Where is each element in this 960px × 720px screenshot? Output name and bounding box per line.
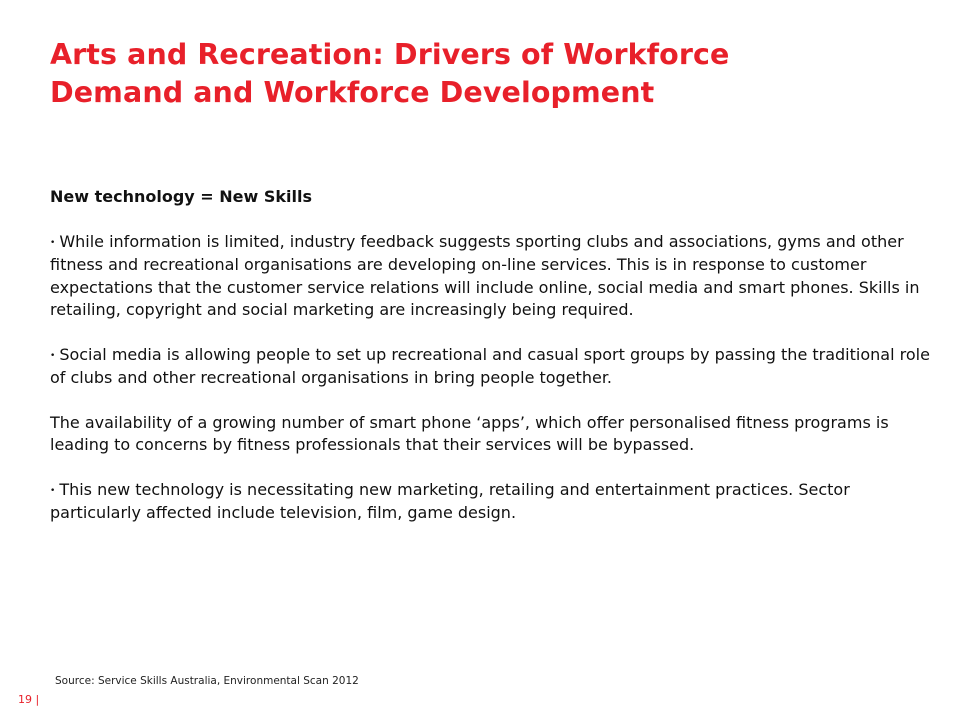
section-subheading: New technology = New Skills: [50, 187, 312, 206]
slide-body: [50, 186, 930, 547]
paragraph-online-services: [50, 231, 930, 322]
paragraph-text: This new technology is necessitating new marketing, retailing and entertainment practices. Sector particularly affected include television, film, game design.: [50, 479, 850, 522]
page-number: 19 |: [18, 693, 40, 706]
source-citation: Source: Service Skills Australia, Environmental Scan 2012: [55, 675, 359, 687]
paragraph-fitness-apps: [50, 412, 930, 457]
bullet-icon: •: [50, 237, 56, 248]
bullet-icon: •: [50, 350, 56, 361]
paragraph-social-media: [50, 344, 930, 390]
paragraph-text: While information is limited, industry feedback suggests sporting clubs and associations, gyms and other fitness and recreational organisations are developing on-line services. This is in response to customer expectations that the customer service relations will include online, social media and smart phones. Skills in retailing, copyright and social marketing are increasingly being required.: [50, 231, 920, 319]
paragraph-text: The availability of a growing number of smart phone ‘apps’, which offer personalised fitness programs is leading to concerns by fitness professionals that their services will be bypassed.: [50, 412, 889, 454]
paragraph-new-technology: [50, 479, 930, 525]
bullet-icon: •: [50, 485, 56, 496]
paragraph-text: Social media is allowing people to set up recreational and casual sport groups by passing the traditional role of clubs and other recreational organisations in bring people together.: [50, 344, 930, 387]
slide-title: Arts and Recreation: Drivers of Workforce Demand and Workforce Development: [50, 38, 730, 109]
